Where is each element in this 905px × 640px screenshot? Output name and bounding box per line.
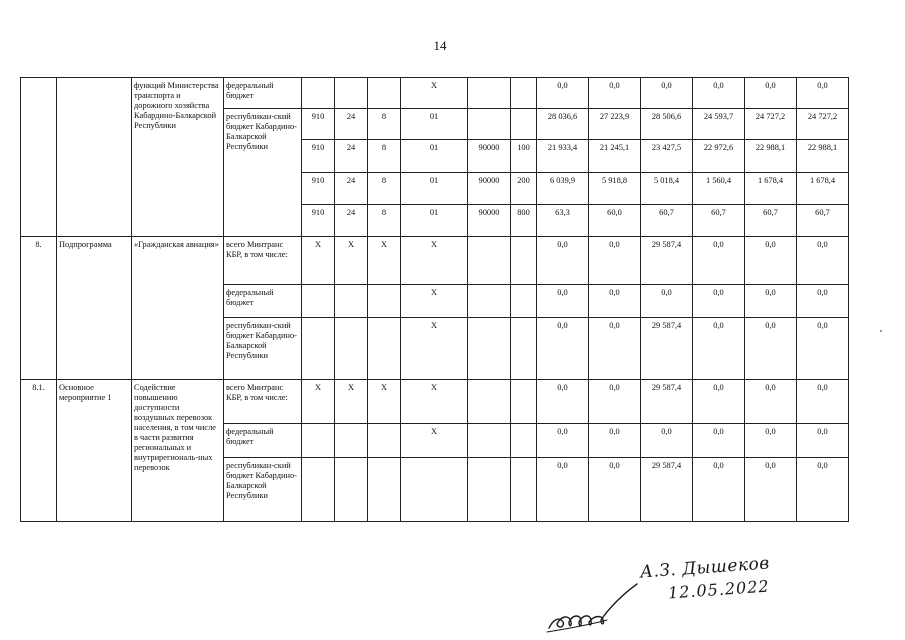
cell-pr: Х (368, 237, 401, 285)
cell-rz: 24 (335, 173, 368, 205)
handwritten-signature-mark (545, 580, 645, 635)
cell-rz (335, 458, 368, 522)
cell-value: 60,7 (641, 205, 693, 237)
cell-value: 0,0 (693, 237, 745, 285)
cell-status (57, 78, 132, 237)
budget-table (20, 77, 849, 522)
cell-title: функций Министерства транспорта и дорожного хозяйства Кабардино-Балкарской Республики (132, 78, 224, 237)
cell-grbs: 910 (302, 140, 335, 173)
cell-value: 0,0 (589, 318, 641, 380)
cell-value: 0,0 (589, 458, 641, 522)
cell-value: 29 587,4 (641, 318, 693, 380)
cell-value: 0,0 (537, 424, 589, 458)
cell-source: федеральный бюджет (224, 285, 302, 318)
cell-value: 60,7 (745, 205, 797, 237)
cell-source: республикан-ский бюджет Кабардино-Балкарской Республики (224, 318, 302, 380)
cell-grbs (302, 424, 335, 458)
cell-value: 60,0 (589, 205, 641, 237)
cell-value: 0,0 (797, 285, 849, 318)
cell-value: 0,0 (797, 458, 849, 522)
cell-grbs (302, 285, 335, 318)
cell-csr-code (468, 318, 511, 380)
cell-csr: Х (401, 380, 468, 424)
cell-csr: Х (401, 318, 468, 380)
cell-number (21, 78, 57, 237)
cell-value: 0,0 (797, 424, 849, 458)
cell-title: «Гражданская авиация» (132, 237, 224, 380)
cell-value: 5 018,4 (641, 173, 693, 205)
cell-number: 8. (21, 237, 57, 380)
cell-value: 0,0 (745, 285, 797, 318)
cell-value: 1 560,4 (693, 173, 745, 205)
table-row (21, 380, 849, 424)
table-row (21, 78, 849, 109)
cell-value: 0,0 (537, 237, 589, 285)
cell-value: 60,7 (797, 205, 849, 237)
cell-pr: 8 (368, 109, 401, 140)
cell-value: 0,0 (693, 380, 745, 424)
cell-pr: 8 (368, 205, 401, 237)
cell-value: 22 988,1 (797, 140, 849, 173)
cell-value: 23 427,5 (641, 140, 693, 173)
cell-source: федеральный бюджет (224, 424, 302, 458)
cell-rz: Х (335, 237, 368, 285)
table-row (21, 237, 849, 285)
cell-csr-code (468, 237, 511, 285)
cell-value: 0,0 (693, 78, 745, 109)
cell-source: федеральный бюджет (224, 78, 302, 109)
cell-value: 0,0 (537, 458, 589, 522)
cell-vr (511, 109, 537, 140)
cell-csr-code (468, 285, 511, 318)
cell-value: 63,3 (537, 205, 589, 237)
cell-csr-code: 90000 (468, 140, 511, 173)
cell-value: 24 593,7 (693, 109, 745, 140)
cell-pr: Х (368, 380, 401, 424)
cell-csr-code (468, 78, 511, 109)
cell-value: 0,0 (693, 318, 745, 380)
cell-vr (511, 237, 537, 285)
cell-value: 0,0 (797, 237, 849, 285)
cell-value: 21 245,1 (589, 140, 641, 173)
cell-value: 0,0 (537, 318, 589, 380)
scan-speck (880, 330, 882, 332)
cell-rz: 24 (335, 205, 368, 237)
cell-vr: 100 (511, 140, 537, 173)
cell-rz: 24 (335, 140, 368, 173)
cell-grbs (302, 78, 335, 109)
cell-grbs (302, 318, 335, 380)
cell-value: 0,0 (641, 424, 693, 458)
cell-rz: Х (335, 380, 368, 424)
cell-grbs (302, 458, 335, 522)
cell-vr (511, 458, 537, 522)
cell-value: 0,0 (537, 78, 589, 109)
cell-source: республикан-ский бюджет Кабардино-Балкарской Республики (224, 109, 302, 237)
cell-value: 24 727,2 (745, 109, 797, 140)
cell-grbs: 910 (302, 109, 335, 140)
cell-rz (335, 78, 368, 109)
cell-value: 0,0 (589, 78, 641, 109)
cell-vr (511, 424, 537, 458)
cell-vr (511, 318, 537, 380)
cell-value: 0,0 (693, 285, 745, 318)
cell-value: 0,0 (745, 458, 797, 522)
cell-pr (368, 458, 401, 522)
cell-value: 0,0 (693, 424, 745, 458)
cell-csr: Х (401, 285, 468, 318)
cell-value: 0,0 (745, 78, 797, 109)
cell-value: 0,0 (589, 285, 641, 318)
cell-value: 0,0 (589, 424, 641, 458)
cell-csr: 01 (401, 173, 468, 205)
cell-value: 24 727,2 (797, 109, 849, 140)
cell-value: 21 933,4 (537, 140, 589, 173)
cell-csr: Х (401, 424, 468, 458)
cell-value: 28 506,6 (641, 109, 693, 140)
cell-value: 0,0 (641, 285, 693, 318)
cell-source: всего Минтранс КБР, в том числе: (224, 237, 302, 285)
cell-vr: 200 (511, 173, 537, 205)
cell-csr: 01 (401, 140, 468, 173)
cell-grbs: Х (302, 237, 335, 285)
cell-value: 1 678,4 (745, 173, 797, 205)
cell-csr: Х (401, 78, 468, 109)
cell-value: 27 223,9 (589, 109, 641, 140)
cell-value: 0,0 (589, 237, 641, 285)
cell-vr (511, 285, 537, 318)
cell-number: 8.1. (21, 380, 57, 522)
cell-rz: 24 (335, 109, 368, 140)
cell-value: 0,0 (745, 237, 797, 285)
cell-csr-code: 90000 (468, 205, 511, 237)
cell-csr-code (468, 380, 511, 424)
cell-grbs: Х (302, 380, 335, 424)
cell-pr: 8 (368, 173, 401, 205)
cell-value: 0,0 (641, 78, 693, 109)
cell-value: 0,0 (537, 285, 589, 318)
cell-csr-code (468, 424, 511, 458)
cell-value: 22 988,1 (745, 140, 797, 173)
cell-csr-code (468, 109, 511, 140)
cell-value: 0,0 (797, 380, 849, 424)
cell-value: 29 587,4 (641, 380, 693, 424)
cell-value: 0,0 (693, 458, 745, 522)
cell-vr (511, 78, 537, 109)
cell-value: 0,0 (797, 78, 849, 109)
cell-value: 28 036,6 (537, 109, 589, 140)
cell-vr: 800 (511, 205, 537, 237)
cell-value: 0,0 (797, 318, 849, 380)
page-number: 14 (433, 38, 447, 53)
cell-status: Подпрограмма (57, 237, 132, 380)
cell-value: 0,0 (745, 424, 797, 458)
cell-rz (335, 318, 368, 380)
cell-value: 0,0 (537, 380, 589, 424)
cell-status: Основное мероприятие 1 (57, 380, 132, 522)
cell-csr: Х (401, 237, 468, 285)
cell-value: 6 039,9 (537, 173, 589, 205)
cell-source: республикан-ский бюджет Кабардино-Балкарской Республики (224, 458, 302, 522)
cell-value: 0,0 (745, 380, 797, 424)
cell-vr (511, 380, 537, 424)
cell-title: Содействие повышению доступности воздушных перевозок населения, в том числе в части развития региональных и внутрирегиональ-ных перевозок (132, 380, 224, 522)
cell-csr-code: 90000 (468, 173, 511, 205)
cell-rz (335, 285, 368, 318)
cell-csr-code (468, 458, 511, 522)
cell-rz (335, 424, 368, 458)
signature-name: А.З. Дышеков (639, 553, 771, 583)
cell-pr (368, 285, 401, 318)
cell-value: 60,7 (693, 205, 745, 237)
cell-value: 1 678,4 (797, 173, 849, 205)
signature-date: 12.05.2022 (667, 576, 771, 603)
cell-grbs: 910 (302, 205, 335, 237)
cell-csr (401, 458, 468, 522)
cell-value: 0,0 (589, 380, 641, 424)
cell-pr: 8 (368, 140, 401, 173)
cell-grbs: 910 (302, 173, 335, 205)
cell-value: 0,0 (745, 318, 797, 380)
cell-value: 29 587,4 (641, 237, 693, 285)
cell-value: 22 972,6 (693, 140, 745, 173)
cell-pr (368, 424, 401, 458)
cell-source: всего Минтранс КБР, в том числе: (224, 380, 302, 424)
cell-csr: 01 (401, 109, 468, 140)
cell-value: 29 587,4 (641, 458, 693, 522)
cell-csr: 01 (401, 205, 468, 237)
cell-pr (368, 78, 401, 109)
cell-value: 5 918,8 (589, 173, 641, 205)
cell-pr (368, 318, 401, 380)
